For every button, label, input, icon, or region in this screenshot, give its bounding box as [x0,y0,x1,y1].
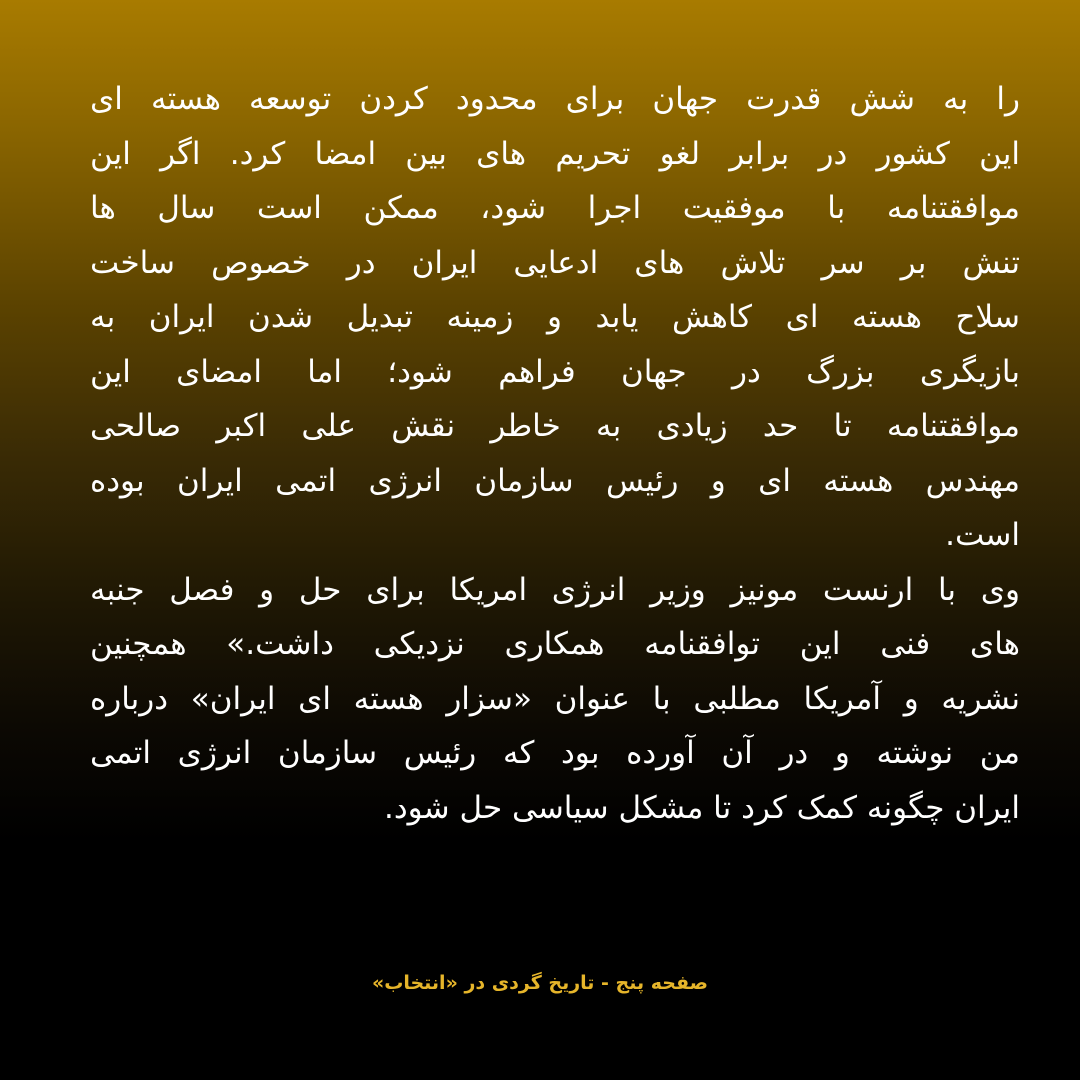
text-line: سلاح هسته ای کاهش یابد و زمینه تبدیل شدن ایران به [90,299,1020,335]
text-line: وی با ارنست مونیز وزیر انرژی امریکا برای حل و فصل جنبه [90,571,1020,608]
article-body [90,72,1020,835]
text-line: های فنی این توافقنامه همکاری نزدیکی داشت.» همچنین [90,626,1020,662]
text-line: من نوشته و در آن آورده بود که رئیس سازمان انرژی اتمی [90,735,1020,771]
text-line: تنش بر سر تلاش های ادعایی ایران در خصوص ساخت [90,244,1020,281]
text-line: بازیگری بزرگ در جهان فراهم شود؛ اما امضای این [90,353,1020,390]
text-line: نشریه و آمریکا مطلبی با عنوان «سزار هسته ای ایران» درباره [90,680,1020,717]
text-line: موافقتنامه تا حد زیادی به خاطر نقش علی اکبر صالحی [90,408,1020,444]
text-line: موافقتنامه با موفقیت اجرا شود، ممکن است سال ها [90,190,1020,226]
paragraph-2 [90,563,1020,836]
text-line: این کشور در برابر لغو تحریم های بین امضا کرد. اگر این [90,135,1020,172]
page-caption: صفحه پنج - تاریخ گردی در «انتخاب» [371,972,709,994]
text-line: ایران چگونه کمک کرد تا مشکل سیاسی حل شود. [384,789,1020,826]
paragraph-1 [90,72,1020,563]
text-line: است. [945,517,1020,553]
text-line: مهندس هسته ای و رئیس سازمان انرژی اتمی ایران بوده [90,462,1020,499]
text-line: را به شش قدرت جهان برای محدود کردن توسعه هسته ای [90,81,1020,117]
